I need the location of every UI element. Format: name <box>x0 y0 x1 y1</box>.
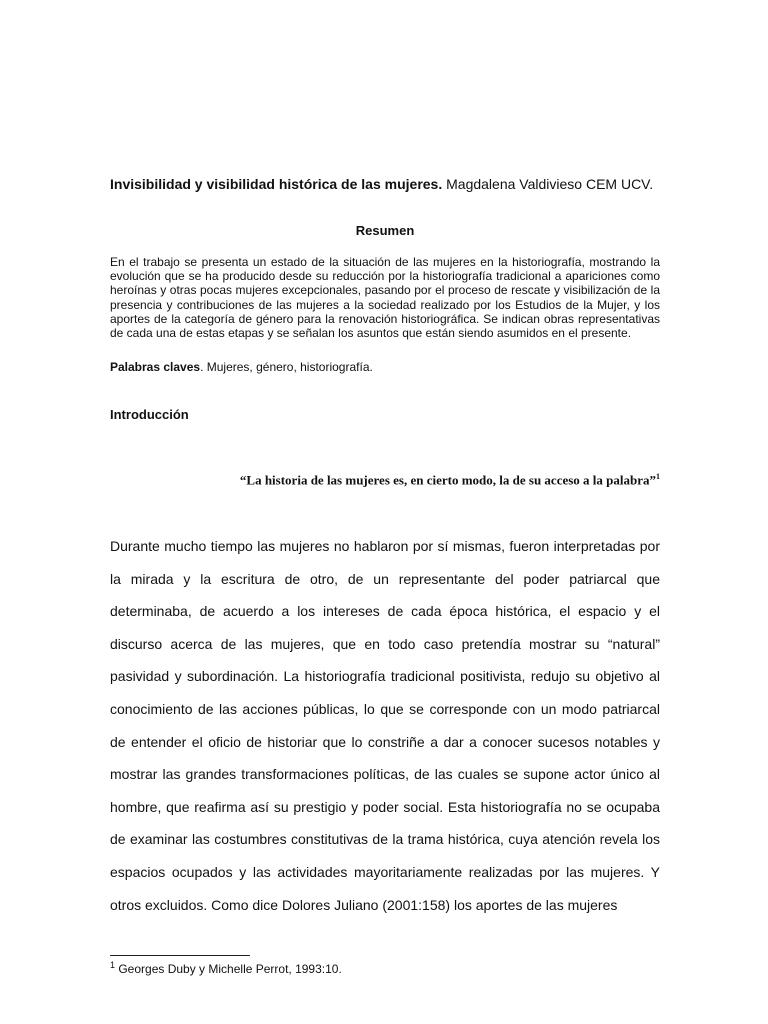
title-text: Invisibilidad y visibilidad histórica de las mujeres. <box>110 176 443 192</box>
footnote <box>110 960 342 976</box>
keywords-label: Palabras claves <box>110 360 201 374</box>
epigraph-quote <box>110 472 660 488</box>
footnote-number: 1 <box>110 960 116 970</box>
epigraph-footnote-ref: 1 <box>656 472 660 481</box>
body-paragraph: Durante mucho tiempo las mujeres no hablaron por sí mismas, fueron interpretadas por la mirada y la escritura de otro, de un representante del poder patriarcal que determinaba, de acuerdo a los intereses de cada época histórica, el espacio y el discurso acerca de las mujeres, que en todo caso pretendía mostrar su “natural” pasividad y subordinación. La historiografía tradicional positivista, redujo su objetivo al conocimiento de las acciones públicas, lo que se corresponde con un modo patriarcal de entender el oficio de historiar que lo constriñe a dar a conocer sucesos notables y mostrar las grandes transformaciones políticas, de las cuales se supone actor único al hombre, que reafirma así su prestigio y poder social. Esta historiografía no se ocupaba de examinar las costumbres constitutivas de la trama histórica, cuya atención revela los espacios ocupados y las actividades mayoritariamente realizadas por las mujeres. Y otros excluidos. Como dice Dolores Juliano (2001:158) los aportes de las mujeres <box>110 538 660 913</box>
epigraph-text: “La historia de las mujeres es, en cierto modo, la de su acceso a la palabra” <box>239 472 656 488</box>
document-title <box>110 175 660 194</box>
footnote-text: Georges Duby y Michelle Perrot, 1993:10. <box>115 962 342 976</box>
keywords-line <box>110 360 660 374</box>
author-line: Magdalena Valdivieso CEM UCV. <box>442 176 654 192</box>
keywords-text: . Mujeres, género, historiografía. <box>200 360 373 374</box>
abstract-heading: Resumen <box>355 223 415 238</box>
footnote-divider <box>110 955 250 956</box>
abstract-paragraph: En el trabajo se presenta un estado de la situación de las mujeres en la historiografía, mostrando la evolución que se ha producido desde su reducción por la historiografía tradicional a apariciones como heroínas y otras pocas mujeres excepcionales, pasando por el proceso de rescate y visibilización de la presencia y contribuciones de las mujeres a la sociedad realizado por los Estudios de la Mujer, y los aportes de la categoría de género para la renovación historiográfica. Se indican obras representativas de cada una de estas etapas y se señalan los asuntos que están siendo asumidos en el presente. <box>110 255 660 341</box>
introduction-heading: Introducción <box>110 407 189 422</box>
